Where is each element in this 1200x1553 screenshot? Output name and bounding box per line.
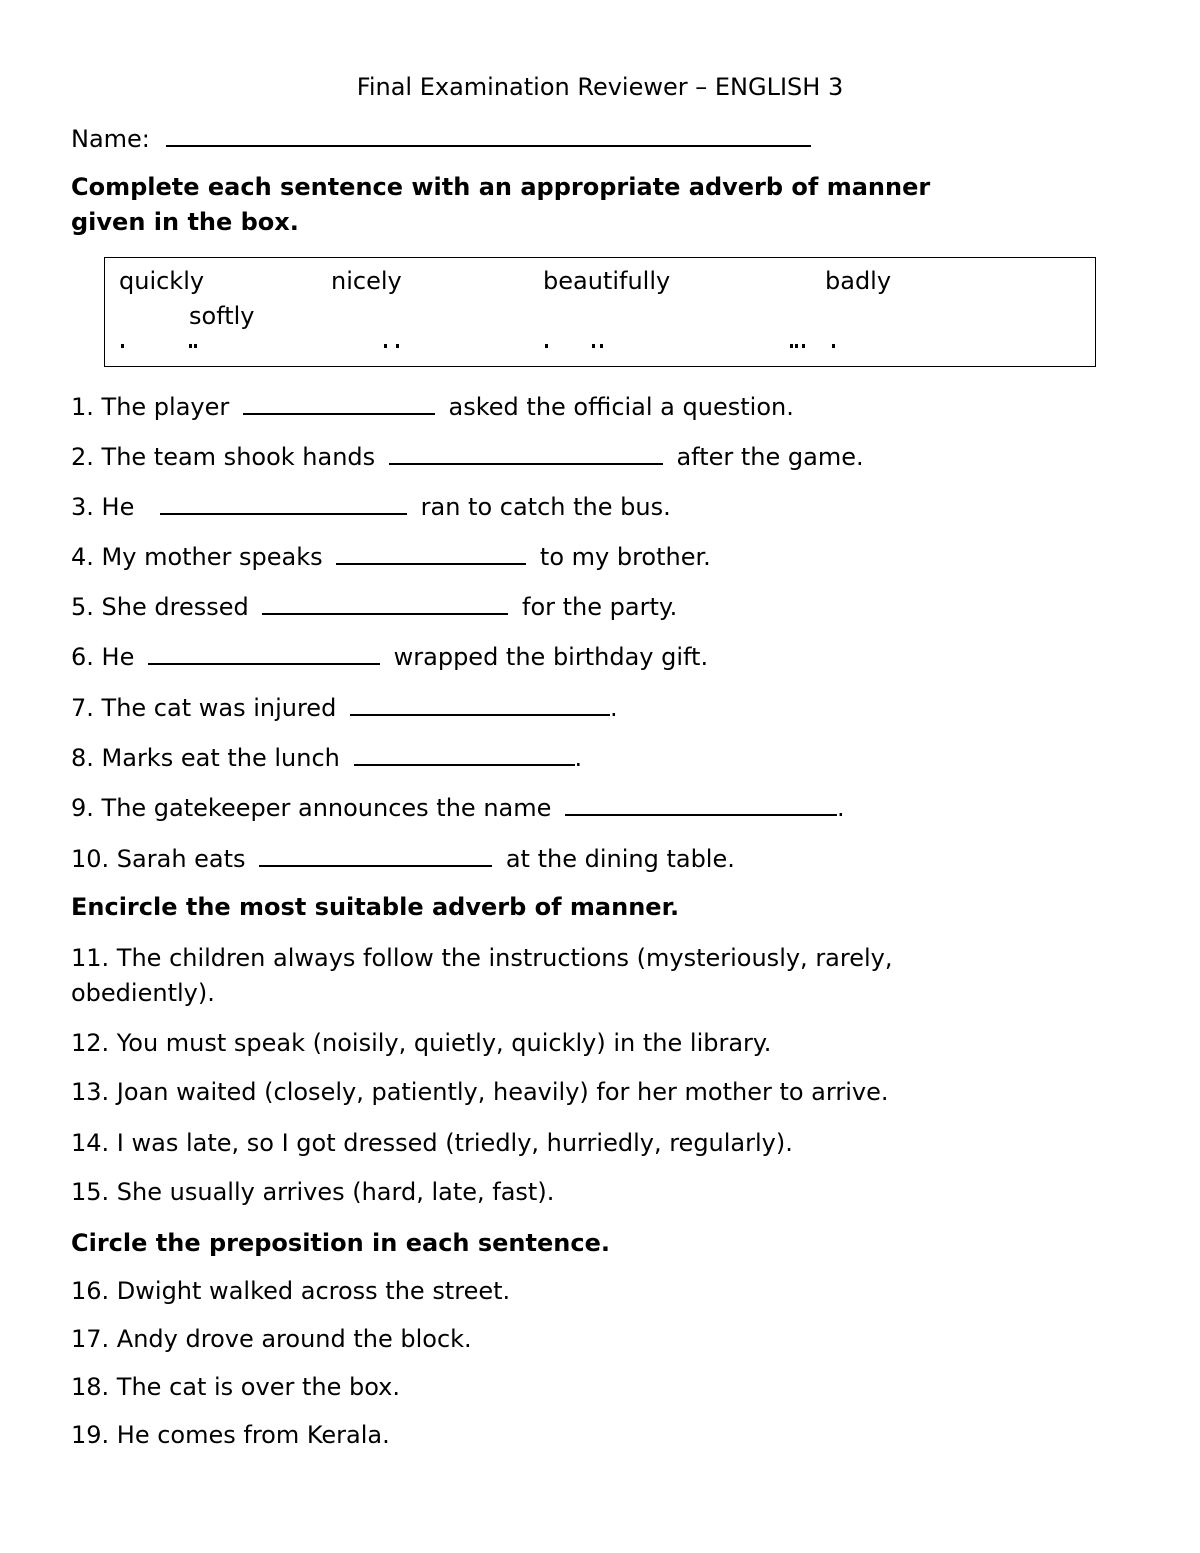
page-title: Final Examination Reviewer – ENGLISH 3 (356, 73, 844, 101)
fill-item-text: 7. The cat was injured (71, 694, 337, 722)
preposition-item-17: 17. Andy drove around the block. (71, 1325, 472, 1353)
choice-item-12: 12. You must speak (noisily, quietly, quickly) in the library. (71, 1029, 772, 1057)
word-box-item: softly (189, 302, 255, 330)
answer-blank[interactable] (148, 641, 380, 665)
preposition-item-18: 18. The cat is over the box. (71, 1373, 400, 1401)
choice-item-15: 15. She usually arrives (hard, late, fast). (71, 1178, 555, 1206)
word-box (104, 257, 1096, 367)
choice-item-11-line1: 11. The children always follow the instructions (mysteriously, rarely, (71, 944, 893, 972)
answer-blank[interactable] (336, 541, 526, 565)
fill-item-text: 9. The gatekeeper announces the name (71, 794, 552, 822)
section1-heading-line2: given in the box. (71, 208, 299, 236)
word-box-item: beautifully (543, 267, 671, 295)
fill-item-text: after the game. (676, 443, 864, 471)
answer-blank[interactable] (565, 792, 837, 816)
answer-blank[interactable] (350, 692, 610, 716)
fill-item-text: ran to catch the bus. (420, 493, 671, 521)
word-box-dot-marks (105, 344, 1095, 356)
fill-item-6 (71, 641, 708, 672)
fill-item-text: wrapped the birthday gift. (393, 643, 709, 671)
fill-item-text: 6. He (71, 643, 135, 671)
section2-heading: Encircle the most suitable adverb of manner. (71, 893, 680, 921)
fill-item-5 (71, 591, 677, 622)
fill-item-1 (71, 391, 794, 422)
fill-item-text: 2. The team shook hands (71, 443, 376, 471)
fill-item-text: 8. Marks eat the lunch (71, 744, 340, 772)
fill-item-text: 1. The player (71, 393, 230, 421)
fill-item-text: 3. He (71, 493, 135, 521)
section3-heading: Circle the preposition in each sentence. (71, 1229, 610, 1257)
answer-blank[interactable] (243, 391, 435, 415)
answer-blank[interactable] (259, 843, 492, 867)
choice-item-14: 14. I was late, so I got dressed (triedly, hurriedly, regularly). (71, 1129, 793, 1157)
word-box-item: quickly (119, 267, 205, 295)
fill-item-text: 10. Sarah eats (71, 845, 246, 873)
answer-blank[interactable] (160, 491, 407, 515)
fill-item-text: 5. She dressed (71, 593, 249, 621)
fill-item-3 (71, 491, 671, 522)
fill-item-text: asked the official a question. (448, 393, 794, 421)
fill-item-text: 4. My mother speaks (71, 543, 323, 571)
fill-item-text: for the party. (522, 593, 678, 621)
answer-blank[interactable] (389, 441, 663, 465)
name-row (71, 123, 811, 154)
answer-blank[interactable] (262, 591, 508, 615)
fill-item-10 (71, 843, 735, 874)
fill-item-9 (71, 792, 845, 823)
fill-item-text: . (574, 744, 583, 772)
fill-item-4 (71, 541, 711, 572)
fill-item-text: . (609, 694, 618, 722)
choice-item-11-line2: obediently). (71, 979, 215, 1007)
answer-blank[interactable] (354, 742, 575, 766)
name-label: Name: (71, 125, 150, 153)
fill-item-2 (71, 441, 864, 472)
word-box-item: badly (825, 267, 892, 295)
section1-heading-line1: Complete each sentence with an appropriate adverb of manner (71, 173, 931, 201)
name-blank[interactable] (166, 123, 811, 147)
preposition-item-16: 16. Dwight walked across the street. (71, 1277, 511, 1305)
fill-item-text: . (837, 794, 845, 822)
fill-item-8 (71, 742, 582, 773)
fill-item-text: to my brother. (539, 543, 711, 571)
fill-item-text: at the dining table. (505, 845, 735, 873)
fill-item-7 (71, 692, 618, 723)
word-box-item: nicely (331, 267, 402, 295)
choice-item-13: 13. Joan waited (closely, patiently, heavily) for her mother to arrive. (71, 1078, 889, 1106)
preposition-item-19: 19. He comes from Kerala. (71, 1421, 390, 1449)
